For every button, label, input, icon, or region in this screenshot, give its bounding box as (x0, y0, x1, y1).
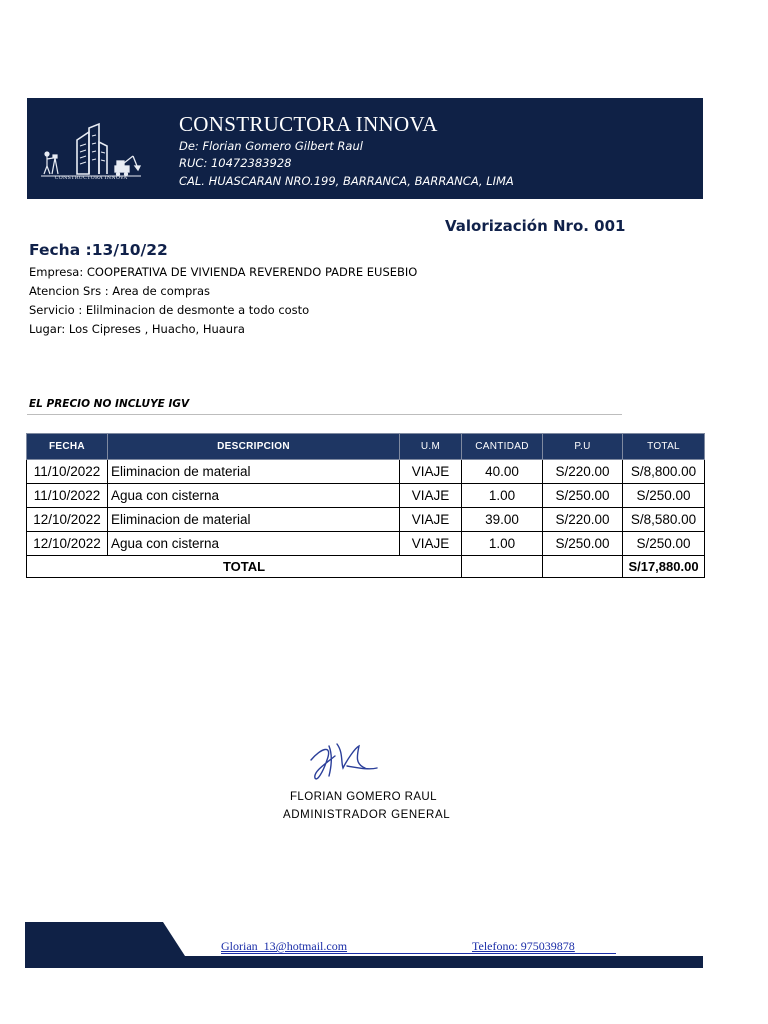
col-header-pu: P.U (543, 434, 623, 460)
total-label: TOTAL (27, 556, 462, 578)
signer-role: ADMINISTRADOR GENERAL (283, 809, 451, 821)
cell-pu: S/220.00 (543, 460, 623, 484)
total-row (27, 556, 705, 578)
header-banner (27, 98, 703, 199)
cell-um: VIAJE (400, 484, 462, 508)
cell-pu: S/250.00 (543, 532, 623, 556)
col-header-descripcion: DESCRIPCION (108, 434, 400, 460)
cell-fecha: 11/10/2022 (27, 484, 108, 508)
logo-caption: CONSTRUCTORA INNOVA (54, 175, 128, 181)
cell-total: S/250.00 (623, 484, 705, 508)
footer (25, 920, 703, 970)
cell-total: S/8,800.00 (623, 460, 705, 484)
signer-name: FLORIAN GOMERO RAUL (290, 791, 437, 803)
owner-line: De: Florian Gomero Gilbert Raul (179, 139, 363, 153)
table-row (27, 508, 705, 532)
cell-pu: S/250.00 (543, 484, 623, 508)
cell-um: VIAJE (400, 460, 462, 484)
empresa-line: Empresa: COOPERATIVA DE VIVIENDA REVERENDO PADRE EUSEBIO (29, 265, 418, 279)
total-empty-cell (462, 556, 543, 578)
table-row (27, 532, 705, 556)
igv-note: EL PRECIO NO INCLUYE IGV (29, 398, 190, 410)
valorizacion-title: Valorización Nro. 001 (445, 217, 626, 235)
total-empty-cell (543, 556, 623, 578)
cell-descripcion: Agua con cisterna (108, 532, 400, 556)
col-header-fecha: FECHA (27, 434, 108, 460)
company-name: CONSTRUCTORA INNOVA (179, 112, 438, 136)
cell-cantidad: 40.00 (462, 460, 543, 484)
cell-descripcion: Eliminacion de material (108, 460, 400, 484)
col-header-cantidad: CANTIDAD (462, 434, 543, 460)
table-row (27, 460, 705, 484)
document-date: Fecha :13/10/22 (29, 241, 168, 259)
cell-cantidad: 1.00 (462, 484, 543, 508)
divider (27, 414, 622, 415)
ruc-line: RUC: 10472383928 (179, 156, 292, 170)
cell-cantidad: 39.00 (462, 508, 543, 532)
cell-fecha: 12/10/2022 (27, 532, 108, 556)
phone-link[interactable]: Telefono: 975039878 (472, 939, 575, 953)
cell-descripcion: Agua con cisterna (108, 484, 400, 508)
valorizacion-table (26, 433, 705, 578)
cell-um: VIAJE (400, 532, 462, 556)
address-line: CAL. HUASCARAN NRO.199, BARRANCA, BARRANCA, LIMA (179, 174, 514, 188)
cell-total: S/8,580.00 (623, 508, 705, 532)
cell-pu: S/220.00 (543, 508, 623, 532)
table-header-row (27, 434, 705, 460)
cell-total: S/250.00 (623, 532, 705, 556)
col-header-um: U.M (400, 434, 462, 460)
cell-um: VIAJE (400, 508, 462, 532)
lugar-line: Lugar: Los Cipreses , Huacho, Huaura (29, 322, 245, 336)
cell-cantidad: 1.00 (462, 532, 543, 556)
col-header-total: TOTAL (623, 434, 705, 460)
footer-underline (221, 953, 616, 954)
footer-bar (25, 956, 703, 968)
table-row (27, 484, 705, 508)
email-link[interactable]: Glorian_13@hotmail.com (221, 939, 348, 953)
cell-fecha: 12/10/2022 (27, 508, 108, 532)
atencion-line: Atencion Srs : Area de compras (29, 284, 211, 298)
signature-image (303, 738, 383, 784)
cell-fecha: 11/10/2022 (27, 460, 108, 484)
cell-descripcion: Eliminacion de material (108, 508, 400, 532)
servicio-line: Servicio : Elilminacion de desmonte a todo costo (29, 303, 310, 317)
grand-total: S/17,880.00 (623, 556, 705, 578)
